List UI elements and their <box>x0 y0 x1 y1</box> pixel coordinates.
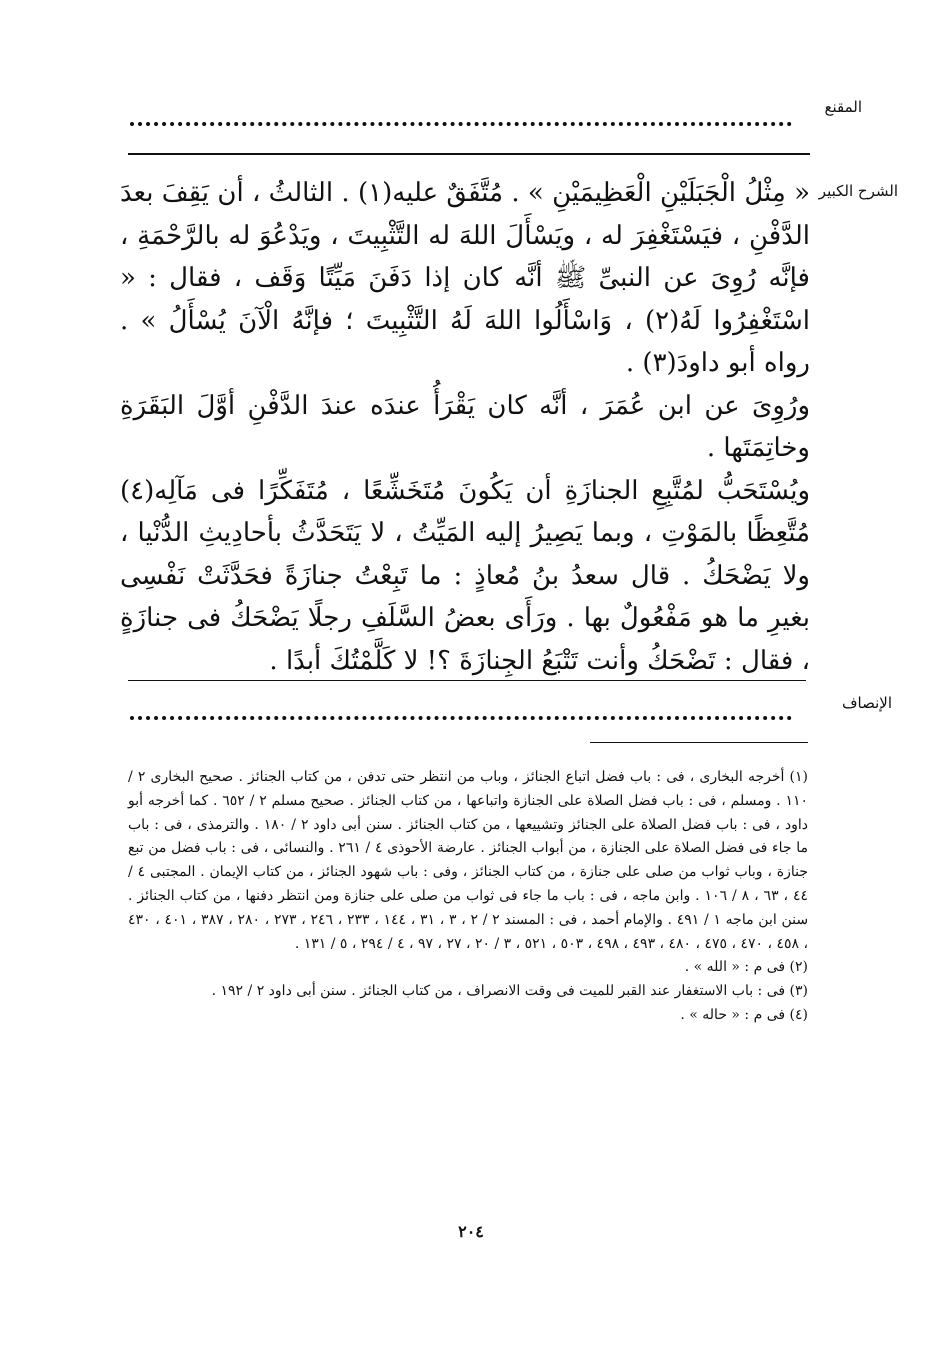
footnotes <box>128 766 808 1028</box>
insaf-dotted-divider <box>130 716 792 720</box>
footnote-separator <box>590 742 808 743</box>
commentary-title-label: الشرح الكبير <box>818 182 898 200</box>
footnote-1: (١) أخرجه البخارى ، فى : باب فضل اتباع الجنائز ، وباب من انتظر حتى تدفن ، من كتاب الجنائز . صحيح البخارى ٢ / ١١٠ . ومسلم ، فى : باب فضل الصلاة على الجنازة واتباعها ، من كتاب الجنائز . صحيح مسلم ٢ / ٦٥٢ . كما أخرجه أبو داود ، فى : باب فضل الصلاة على الجنائز وتشييعها ، من كتاب الجنائز . سنن أبى داود ٢ / ١٨٠ . والترمذى ، فى : باب ما جاء فى فضل الصلاة على الجنازة ، من أبواب الجنائز . عارضة الأحوذى ٤ / ٢٦١ . والنسائى ، فى : باب فضل من تبع جنازة ، وباب ثواب من صلى على جنازة ، من كتاب الجنائز ، وفى : باب شهود الجنائز ، من كتاب الإيمان . المجتبى ٤ / ٤٤ ، ٦٣ ، ٨ / ١٠٦ . وابن ماجه ، فى : باب ما جاء فى ثواب من صلى على جنازة ومن انتظر دفنها ، من كتاب الجنائز . سنن ابن ماجه ١ / ٤٩١ . والإمام أحمد ، فى : المسند ٢ / ٢ ، ٣ ، ٣١ ، ١٤٤ ، ٢٣٣ ، ٢٤٦ ، ٢٧٣ ، ٢٨٠ ، ٣٨٧ ، ٤٠١ ، ٤٣٠ ، ٤٥٨ ، ٤٧٠ ، ٤٧٥ ، ٤٨٠ ، ٤٩٣ ، ٤٩٨ ، ٥٠٣ ، ٥٢١ ، ٣ / ٢٠ ، ٢٧ ، ٩٧ ، ٤ / ٢٩٤ ، ٥ / ١٣١ . <box>128 769 809 952</box>
book-title-label: المقنع <box>824 98 862 116</box>
insaf-top-rule <box>128 680 806 681</box>
footnote-3: (٣) فى : باب الاستغفار عند القبر للميت فى وقت الانصراف ، من كتاب الجنائز . سنن أبى داود ٢ / ١٩٢ . <box>211 983 808 1000</box>
footnote-2: (٢) فى م : « الله » . <box>684 959 808 976</box>
insaf-title-label: الإنصاف <box>841 694 892 712</box>
commentary-paragraph-3: ويُسْتَحَبُّ لمُتَّبِعِ الجنازَةِ أن يَكُونَ مُتَخَشِّعًا ، مُتَفَكِّرًا فى مَآلِه(٤) مُتَّعِظًا بالمَوْتِ ، وبما يَصِيرُ إليه المَيِّتُ ، لا يَتَحَدَّثُ بأحادِيثِ الدُّنْيا ، ولا يَضْحَكُ . قال سعدُ بنُ مُعاذٍ : ما تَبِعْتُ جنازَةً فحَدَّثَتْ نَفْسِى بغيرِ ما هو مَفْعُولٌ بها . ورَأَى بعضُ السَّلَفِ رجلًا يَضْحَكُ فى جنازَةٍ ، فقال : تَضْحَكُ وأنت تَتْبَعُ الجِنازَةَ ؟! لا كَلَّمْتُكَ أبدًا . <box>120 475 810 676</box>
commentary-paragraph-1: « مِثْلُ الْجَبَلَيْنِ الْعَظِيمَيْنِ » . مُتَّفَقٌ عليه(١) . الثالثُ ، أن يَقِفَ بعدَ الدَّفْنِ ، فيَسْتَغْفِرَ له ، ويَسْأَلَ اللهَ له التَّثْبِيتَ ، ويَدْعُوَ له بالرَّحْمَةِ ، فإنَّه رُوِىَ عن النبىِّ ﷺ أنَّه كان إذا دَفَنَ مَيِّتًا وَقَف ، فقال : « اسْتَغْفِرُوا لَهُ(٢) ، وَاسْأَلُوا اللهَ لَهُ التَّثْبِيتَ ؛ فإنَّهُ الْآنَ يُسْأَلُ » . رواه أبو داودَ(٣) . <box>120 178 810 378</box>
page-number: ٢٠٤ <box>458 1222 484 1241</box>
book-dotted-divider <box>130 122 792 126</box>
footnote-4: (٤) فى م : « حاله » . <box>680 1006 808 1023</box>
commentary-top-rule <box>128 153 810 155</box>
commentary-body <box>120 172 810 682</box>
commentary-paragraph-2: ورُوِىَ عن ابن عُمَرَ ، أنَّه كان يَقْرَأُ عندَه عندَ الدَّفْنِ أوَّلَ البَقَرَةِ وخاتِمَتَها . <box>120 390 810 463</box>
